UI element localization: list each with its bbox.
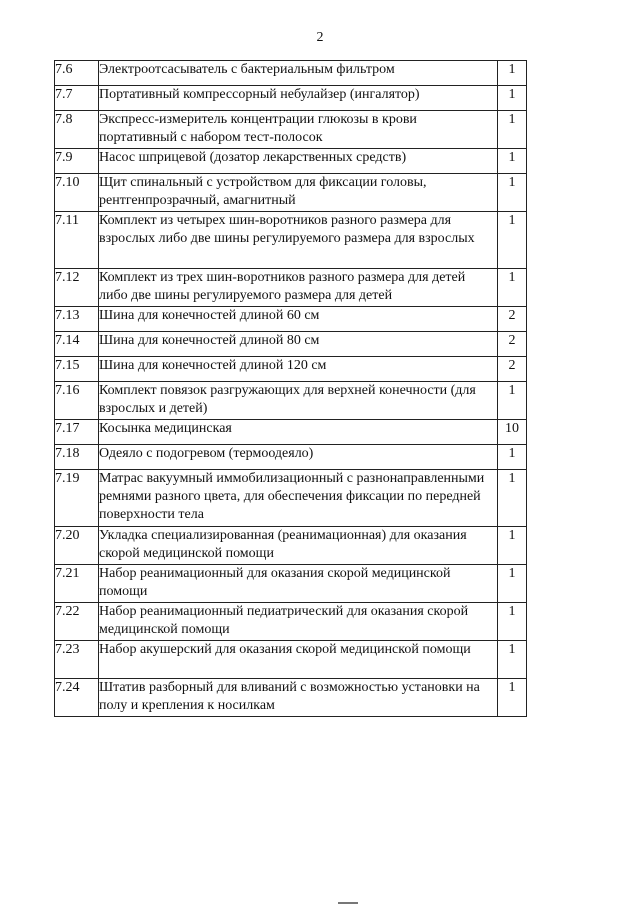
item-name: Комплект повязок разгружающих для верхней конечности (для взрослых и детей) [99,382,498,420]
item-quantity: 2 [498,357,527,382]
row-number: 7.8 [55,111,99,149]
item-quantity: 1 [498,603,527,641]
row-number: 7.18 [55,445,99,470]
item-name: Шина для конечностей длиной 60 см [99,307,498,332]
table-row [55,212,527,269]
table-row [55,174,527,212]
item-name: Насос шприцевой (дозатор лекарственных средств) [99,149,498,174]
row-number: 7.10 [55,174,99,212]
table-row [55,679,527,717]
item-name: Электроотсасыватель с бактериальным фильтром [99,61,498,86]
row-number: 7.19 [55,470,99,527]
row-number: 7.17 [55,420,99,445]
table-row [55,307,527,332]
row-number: 7.24 [55,679,99,717]
row-number: 7.14 [55,332,99,357]
row-number: 7.9 [55,149,99,174]
item-name: Штатив разборный для вливаний с возможностью установки на полу и крепления к носилкам [99,679,498,717]
table-row [55,470,527,527]
item-quantity: 1 [498,679,527,717]
item-name: Укладка специализированная (реанимационная) для оказания скорой медицинской помощи [99,527,498,565]
item-name: Шина для конечностей длиной 120 см [99,357,498,382]
item-quantity: 2 [498,332,527,357]
item-name: Набор реанимационный для оказания скорой медицинской помощи [99,565,498,603]
item-name: Набор акушерский для оказания скорой медицинской помощи [99,641,498,679]
table-row [55,641,527,679]
table-row [55,445,527,470]
item-quantity: 10 [498,420,527,445]
item-name: Щит спинальный с устройством для фиксации головы, рентгенпрозрачный, амагнитный [99,174,498,212]
table-row [55,332,527,357]
table-row [55,86,527,111]
row-number: 7.7 [55,86,99,111]
equipment-table [54,60,527,717]
item-quantity: 1 [498,111,527,149]
item-quantity: 1 [498,269,527,307]
item-name: Матрас вакуумный иммобилизационный с разнонаправленными ремнями разного цвета, для обеспечения фиксации по передней поверхности тела [99,470,498,527]
table-row [55,111,527,149]
table-row [55,269,527,307]
item-quantity: 1 [498,445,527,470]
item-quantity: 1 [498,149,527,174]
item-quantity: 1 [498,174,527,212]
item-name: Одеяло с подогревом (термоодеяло) [99,445,498,470]
row-number: 7.15 [55,357,99,382]
row-number: 7.22 [55,603,99,641]
item-name: Шина для конечностей длиной 80 см [99,332,498,357]
row-number: 7.16 [55,382,99,420]
table-row [55,603,527,641]
item-quantity: 1 [498,565,527,603]
table-row [55,149,527,174]
row-number: 7.20 [55,527,99,565]
table-row [55,61,527,86]
item-name: Комплект из четырех шин-воротников разного размера для взрослых либо две шины регулируемого размера для взрослых [99,212,498,269]
scan-artifact [338,902,358,904]
row-number: 7.12 [55,269,99,307]
item-name: Комплект из трех шин-воротников разного размера для детей либо две шины регулируемого размера для детей [99,269,498,307]
table-row [55,357,527,382]
table-row [55,527,527,565]
table-row [55,420,527,445]
item-quantity: 1 [498,382,527,420]
table-row [55,382,527,420]
table-row [55,565,527,603]
item-quantity: 1 [498,61,527,86]
item-quantity: 1 [498,527,527,565]
row-number: 7.23 [55,641,99,679]
item-name: Косынка медицинская [99,420,498,445]
item-name: Набор реанимационный педиатрический для оказания скорой медицинской помощи [99,603,498,641]
item-quantity: 1 [498,641,527,679]
table-body [55,61,527,717]
row-number: 7.11 [55,212,99,269]
item-quantity: 2 [498,307,527,332]
item-name: Портативный компрессорный небулайзер (ингалятор) [99,86,498,111]
row-number: 7.21 [55,565,99,603]
row-number: 7.6 [55,61,99,86]
item-quantity: 1 [498,86,527,111]
page-number: 2 [316,30,324,45]
item-name: Экспресс-измеритель концентрации глюкозы в крови портативный с набором тест-полосок [99,111,498,149]
row-number: 7.13 [55,307,99,332]
item-quantity: 1 [498,212,527,269]
item-quantity: 1 [498,470,527,527]
